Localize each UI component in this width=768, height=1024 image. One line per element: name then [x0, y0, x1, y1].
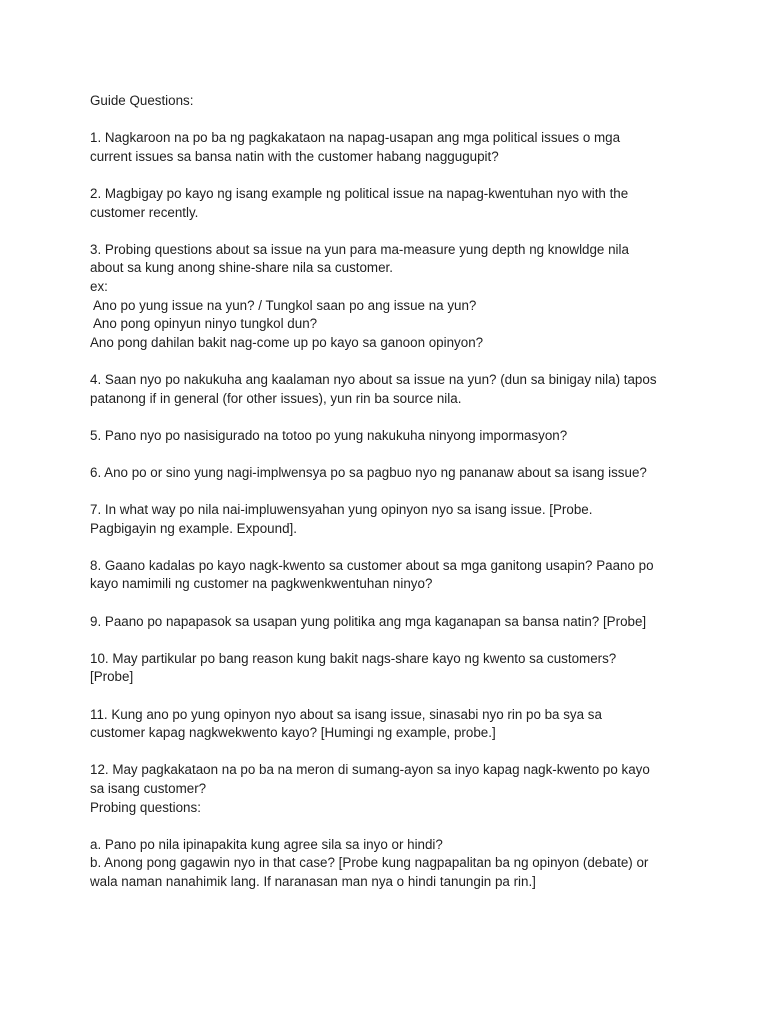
- document-line: a. Pano po nila ipinapakita kung agree sila sa inyo or hindi?: [90, 836, 443, 852]
- document-line: 7. In what way po nila nai-impluwensyahan yung opinyon nyo sa isang issue. [Probe.: [90, 502, 593, 518]
- document-line: sa isang customer?: [90, 780, 207, 796]
- document-line: [90, 631, 710, 650]
- document-line: [90, 594, 710, 613]
- document-line: 11. Kung ano po yung opinyon nyo about sa isang issue, sinasabi nyo rin po ba sya sa: [90, 706, 602, 722]
- document-line: patanong if in general (for other issues), yun rin ba source nila.: [90, 390, 462, 406]
- document-line: [90, 111, 710, 130]
- document-line: kayo namimili ng customer na pagkwenkwentuhan ninyo?: [90, 576, 433, 592]
- document-line: current issues sa bansa natin with the customer habang naggugupit?: [90, 148, 499, 164]
- document-line: [90, 817, 710, 836]
- document-line: 5. Pano nyo po nasisigurado na totoo po yung nakukuha ninyong impormasyon?: [90, 427, 568, 443]
- document-line: Pagbigayin ng example. Expound].: [90, 520, 297, 536]
- document-line: 12. May pagkakataon na po ba na meron di sumang-ayon sa inyo kapag nagk-kwento po kayo: [90, 762, 650, 778]
- document-line: [90, 166, 710, 185]
- document-line: 1. Nagkaroon na po ba ng pagkakataon na napag-usapan ang mga political issues o mga: [90, 130, 621, 146]
- document-line: about sa kung anong shine-share nila sa customer.: [90, 260, 393, 276]
- document-line: customer kapag nagkwekwento kayo? [Humingi ng example, probe.]: [90, 725, 496, 741]
- document-line: [90, 538, 710, 557]
- document-line: [Probe]: [90, 669, 134, 685]
- document-line: [90, 408, 710, 427]
- document-line: [90, 687, 710, 706]
- document-line: Ano po yung issue na yun? / Tungkol saan po ang issue na yun?: [90, 297, 477, 313]
- document-line: Probing questions:: [90, 799, 201, 815]
- document-line: [90, 352, 710, 371]
- document-line: b. Anong pong gagawin nyo in that case? [Probe kung nagpapalitan ba ng opinyon (debate) or: [90, 855, 649, 871]
- document-line: [90, 743, 710, 762]
- document-line: Ano pong dahilan bakit nag-come up po kayo sa ganoon opinyon?: [90, 334, 484, 350]
- document-line: 10. May partikular po bang reason kung bakit nags-share kayo ng kwento sa customers?: [90, 650, 617, 666]
- document-line: [90, 222, 710, 241]
- document-line: [90, 482, 710, 501]
- document-line: Ano pong opinyun ninyo tungkol dun?: [90, 316, 318, 332]
- document-line: Guide Questions:: [90, 93, 194, 108]
- document-body: [90, 92, 710, 892]
- document-line: [90, 445, 710, 464]
- document-line: 8. Gaano kadalas po kayo nagk-kwento sa customer about sa mga ganitong usapin? Paano po: [90, 557, 654, 573]
- document-line: 9. Paano po napapasok sa usapan yung politika ang mga kaganapan sa bansa natin? [Probe]: [90, 613, 647, 629]
- document-line: 4. Saan nyo po nakukuha ang kaalaman nyo about sa issue na yun? (dun sa binigay nila) tapos: [90, 371, 657, 387]
- document-line: customer recently.: [90, 204, 199, 220]
- document-line: ex:: [90, 278, 108, 294]
- document-line: 6. Ano po or sino yung nagi-implwensya po sa pagbuo nyo ng pananaw about sa isang issue?: [90, 464, 647, 480]
- document-line: wala naman nanahimik lang. If naranasan man nya o hindi tanungin pa rin.]: [90, 873, 536, 889]
- document-line: 3. Probing questions about sa issue na yun para ma-measure yung depth ng knowldge nila: [90, 241, 629, 257]
- document-line: 2. Magbigay po kayo ng isang example ng political issue na napag-kwentuhan nyo with the: [90, 185, 629, 201]
